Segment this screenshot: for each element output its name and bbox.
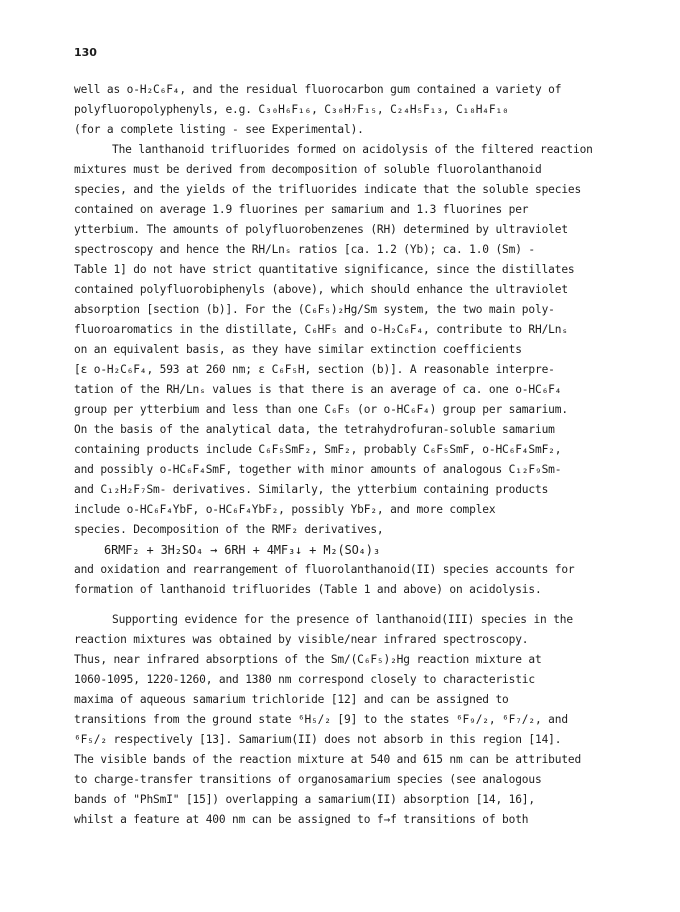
text-line: 1060-1095, 1220-1260, and 1380 nm correspond closely to characteristic — [74, 673, 535, 686]
text-line: Table 1] do not have strict quantitative significance, since the distillates — [74, 263, 575, 276]
text-line: polyfluoropolyphenyls, e.g. C₃₀H₆F₁₆, C₃₀H₇F₁₅, C₂₄H₅F₁₃, C₁₈H₄F₁₀ — [74, 103, 509, 116]
paragraph-gap — [74, 600, 614, 610]
text-line: mixtures must be derived from decomposition of soluble fluorolanthanoid — [74, 163, 542, 176]
paragraph — [74, 80, 614, 140]
text-line: reaction mixtures was obtained by visible/near infrared spectroscopy. — [74, 633, 529, 646]
text-line: whilst a feature at 400 nm can be assigned to f→f transitions of both — [74, 813, 529, 826]
text-line: (for a complete listing - see Experimental). — [74, 123, 364, 136]
text-line: group per ytterbium and less than one C₆F₅ (or o-HC₆F₄) group per samarium. — [74, 403, 568, 416]
text-line: ytterbium. The amounts of polyfluorobenzenes (RH) determined by ultraviolet — [74, 223, 568, 236]
text-line: on an equivalent basis, as they have similar extinction coefficients — [74, 343, 522, 356]
paragraph — [74, 610, 614, 830]
text-line: Supporting evidence for the presence of lanthanoid(III) species in the — [112, 613, 573, 626]
text-line: The lanthanoid trifluorides formed on acidolysis of the filtered reaction — [112, 143, 593, 156]
text-line: include o-HC₆F₄YbF, o-HC₆F₄YbF₂, possibly YbF₂, and more complex — [74, 503, 496, 516]
text-line: and C₁₂H₂F₇Sm- derivatives. Similarly, the ytterbium containing products — [74, 483, 549, 496]
text-line: contained on average 1.9 fluorines per samarium and 1.3 fluorines per — [74, 203, 529, 216]
equation — [74, 540, 614, 560]
text-line: contained polyfluorobiphenyls (above), which should enhance the ultraviolet — [74, 283, 568, 296]
text-line: well as o-H₂C₆F₄, and the residual fluorocarbon gum contained a variety of — [74, 83, 562, 96]
text-line: The visible bands of the reaction mixture at 540 and 615 nm can be attributed — [74, 753, 582, 766]
text-line: formation of lanthanoid trifluorides (Table 1 and above) on acidolysis. — [74, 583, 542, 596]
text-line: spectroscopy and hence the RH/Lnₛ ratios [ca. 1.2 (Yb); ca. 1.0 (Sm) - — [74, 243, 535, 256]
text-line: maxima of aqueous samarium trichloride [12] and can be assigned to — [74, 693, 509, 706]
text-line: species. Decomposition of the RMF₂ derivatives, — [74, 523, 384, 536]
text-line: tation of the RH/Lnₛ values is that there is an average of ca. one o-HC₆F₄ — [74, 383, 562, 396]
text-line: transitions from the ground state ⁶H₅/₂ [9] to the states ⁶F₉/₂, ⁶F₇/₂, and — [74, 713, 568, 726]
paragraph — [74, 140, 614, 540]
text-line: [ε o-H₂C₆F₄, 593 at 260 nm; ε C₆F₅H, section (b)]. A reasonable interpre- — [74, 363, 555, 376]
page-number: 130 — [74, 46, 97, 59]
paragraph — [74, 560, 614, 600]
text-line: On the basis of the analytical data, the tetrahydrofuran-soluble samarium — [74, 423, 555, 436]
text-line: and possibly o-HC₆F₄SmF, together with minor amounts of analogous C₁₂F₉Sm- — [74, 463, 562, 476]
text-line: bands of "PhSmI" [15]) overlapping a samarium(II) absorption [14, 16], — [74, 793, 535, 806]
text-line: containing products include C₆F₅SmF₂, SmF₂, probably C₆F₅SmF, o-HC₆F₄SmF₂, — [74, 443, 562, 456]
text-line: and oxidation and rearrangement of fluorolanthanoid(II) species accounts for — [74, 563, 575, 576]
text-line: Thus, near infrared absorptions of the Sm/(C₆F₅)₂Hg reaction mixture at — [74, 653, 542, 666]
text-line: absorption [section (b)]. For the (C₆F₅)₂Hg/Sm system, the two main poly- — [74, 303, 555, 316]
equation-line: 6RMF₂ + 3H₂SO₄ → 6RH + 4MF₃↓ + M₂(SO₄)₃ — [104, 543, 380, 557]
text-line: species, and the yields of the trifluorides indicate that the soluble species — [74, 183, 582, 196]
text-line: ⁶F₅/₂ respectively [13]. Samarium(II) does not absorb in this region [14]. — [74, 733, 562, 746]
text-line: to charge-transfer transitions of organosamarium species (see analogous — [74, 773, 542, 786]
text-line: fluoroaromatics in the distillate, C₆HF₅ and o-H₂C₆F₄, contribute to RH/Lnₛ — [74, 323, 568, 336]
body-text — [74, 80, 614, 830]
